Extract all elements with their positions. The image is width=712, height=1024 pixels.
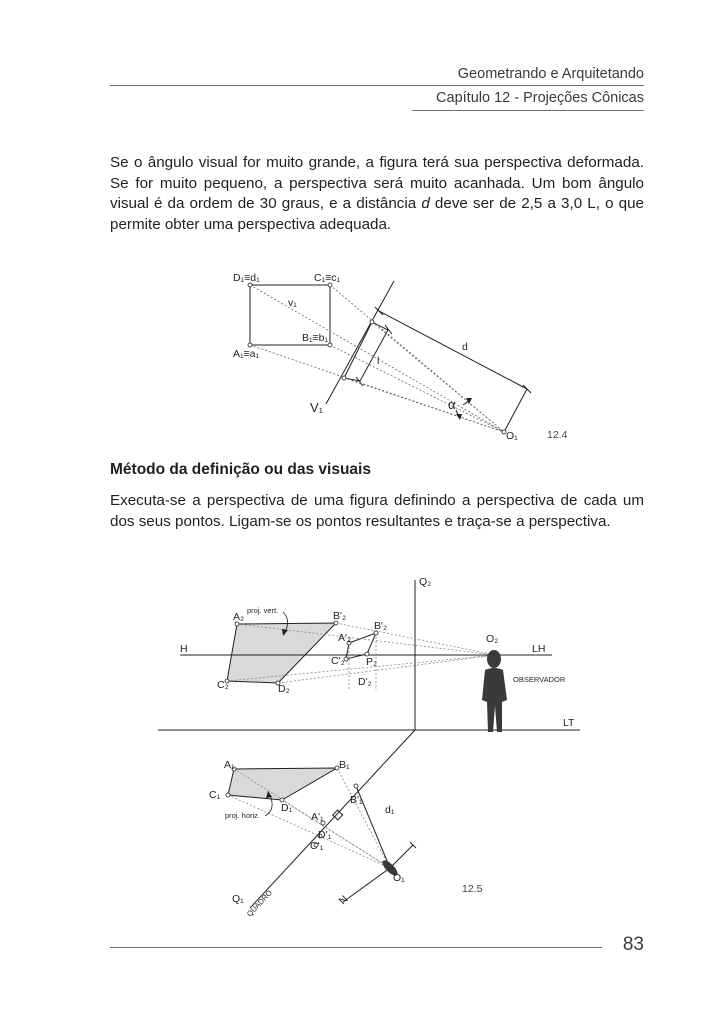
intro-line-3-head: visual é da ordem de 30 graus, e a distância — [110, 195, 422, 213]
label-b1: B₁≡b₁ — [302, 332, 329, 344]
intro-line-1: Se o ângulo visual for muito grande, a figura terá sua perspectiva deformada. — [110, 154, 644, 171]
intro-line-3-tail: deve ser de 2,5 a 3,0 L, o que — [429, 195, 645, 213]
picture-plane-horizontal — [250, 730, 415, 908]
label-b1: B₁ — [339, 759, 350, 771]
label-a1: A₁≡a₁ — [233, 348, 260, 360]
label-quadro: QUADRO — [244, 888, 274, 919]
chapter-title: Capítulo 12 - Projeções Cônicas — [436, 90, 644, 106]
label-b2p: B'₂ — [333, 610, 347, 622]
footer-rule — [110, 947, 602, 948]
label-d: d — [462, 341, 468, 353]
label-c1: C₁≡c₁ — [314, 272, 341, 284]
label-lh: LH — [532, 643, 546, 655]
label-n: N — [336, 893, 351, 908]
intro-line-2: Se for muito pequeno, a perspectiva será muito acanhada. Um bom ângulo — [110, 174, 644, 192]
label-o2: O₂ — [486, 633, 499, 645]
label-q2: Q₂ — [419, 576, 432, 588]
label-c1p: C'₁ — [310, 840, 324, 852]
label-c1: C₁ — [209, 789, 221, 801]
figure-caption-12-5: 12.5 — [462, 883, 483, 895]
horizontal-projection-shape — [228, 768, 337, 800]
label-proj-horiz: proj. horiz. — [225, 811, 261, 820]
label-proj-vert: proj. vert. — [247, 606, 279, 615]
label-d2: D₂ — [278, 683, 290, 695]
label-b2p2: B'₂ — [374, 620, 388, 632]
label-a1: A₁ — [224, 759, 235, 771]
vertical-projection-shape — [227, 623, 336, 683]
label-o1: O₁ — [393, 872, 405, 884]
observer-figure — [482, 650, 507, 732]
label-v1-small: v₁ — [288, 297, 297, 309]
label-observador: OBSERVADOR — [513, 675, 566, 684]
label-c2p: C'₂ — [331, 655, 345, 667]
label-d2p: D'₂ — [358, 676, 372, 688]
label-d1: D₁ — [281, 802, 293, 814]
label-a1p: A'₁ — [311, 811, 324, 823]
label-l: l — [377, 355, 380, 367]
section-title: Método da definição ou das visuais — [110, 461, 371, 478]
figure-caption-12-4: 12.4 — [547, 429, 568, 441]
label-o1: O₁ — [506, 430, 518, 442]
label-c2: C₂ — [217, 679, 229, 691]
label-h: H — [180, 643, 188, 655]
normal-line — [343, 868, 390, 902]
label-a2: A₂ — [233, 611, 245, 623]
label-a2p: A'₂ — [338, 632, 352, 644]
label-alpha: α — [448, 397, 456, 412]
label-d1p: D'₁ — [318, 829, 332, 841]
label-d1-dist: d₁ — [385, 804, 395, 816]
label-lt: LT — [563, 717, 575, 729]
book-title: Geometrando e Arquitetando — [457, 66, 644, 82]
label-p2: P₂ — [366, 656, 378, 668]
label-d1: D₁≡d₁ — [233, 272, 260, 284]
label-b1p: B'₁ — [350, 794, 363, 806]
label-V1: V₁ — [310, 400, 324, 415]
intro-line-4: permite obter uma perspectiva adequada. — [110, 215, 392, 233]
section-line-2: dos seus pontos. Ligam-se os pontos resultantes e traça-se a perspectiva. — [110, 512, 611, 530]
page-number: 83 — [622, 934, 644, 955]
label-q1: Q₁ — [232, 893, 244, 905]
distance-variable: d — [421, 195, 430, 213]
section-line-1: Executa-se a perspectiva de uma figura definindo a perspectiva de cada um — [110, 492, 644, 509]
